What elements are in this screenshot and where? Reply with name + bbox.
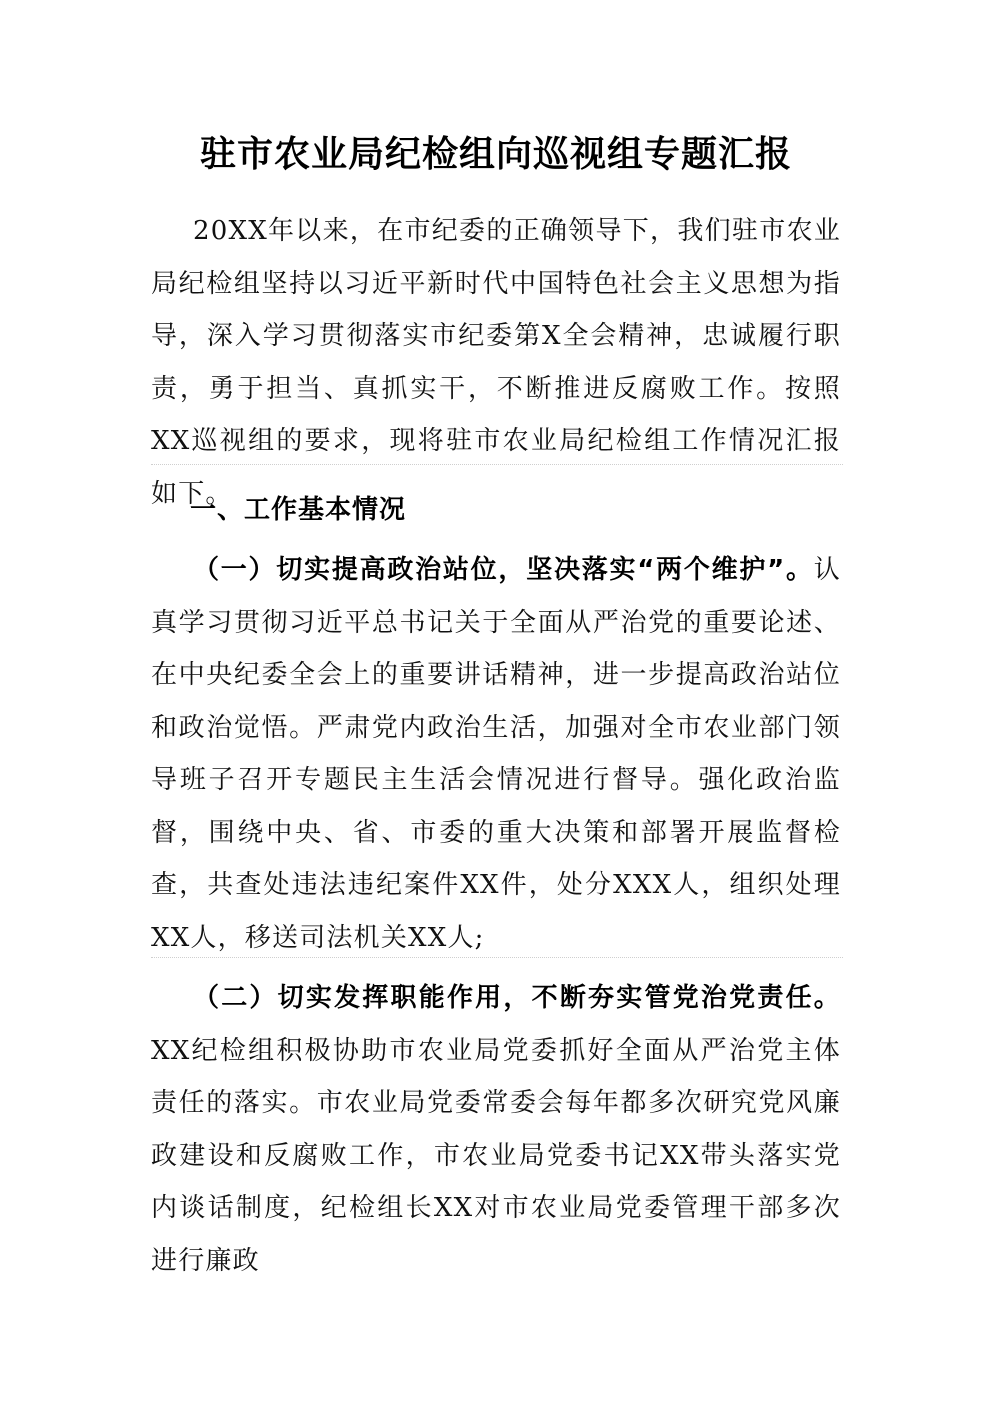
paragraph-divider	[151, 957, 843, 958]
document-title: 驻市农业局纪检组向巡视组专题汇报	[199, 133, 792, 175]
paragraph-2-body: XX纪检组积极协助市农业局党委抓好全面从严治党主体责任的落实。市农业局党委常委会每年都多次研究党风廉政建设和反腐败工作，市农业局党委书记XX带头落实党内谈话制度，纪检组长XX对市农业局党委管理干部多次进行廉政	[151, 1035, 841, 1276]
intro-paragraph: 20XX年以来，在市纪委的正确领导下，我们驻市农业局纪检组坚持以习近平新时代中国特色社会主义思想为指导，深入学习贯彻落实市纪委第X全会精神，忠诚履行职责，勇于担当、真抓实干，不断推进反腐败工作。按照XX巡视组的要求，现将驻市农业局纪检组工作情况汇报如下。	[151, 216, 841, 509]
paragraph-1-lead: （一）切实提高政治站位，坚决落实“两个维护”。	[193, 555, 814, 585]
paragraph-1-body: 认真学习贯彻习近平总书记关于全面从严治党的重要论述、在中央纪委全会上的重要讲话精神，进一步提高政治站位和政治觉悟。严肃党内政治生活，加强对全市农业部门领导班子召开专题民主生活会情况进行督导。强化政治监督，围绕中央、省、市委的重大决策和部署开展监督检查，共查处违法违纪案件XX件，处分XXX人，组织处理XX人，移送司法机关XX人;	[151, 555, 841, 953]
paragraph-divider	[151, 464, 843, 465]
paragraph-2	[151, 972, 841, 1287]
paragraph-1	[151, 544, 841, 964]
section-heading: 一、工作基本情况	[190, 495, 407, 525]
paragraph-2-lead: （二）切实发挥职能作用，不断夯实管党治党责任。	[193, 983, 841, 1013]
